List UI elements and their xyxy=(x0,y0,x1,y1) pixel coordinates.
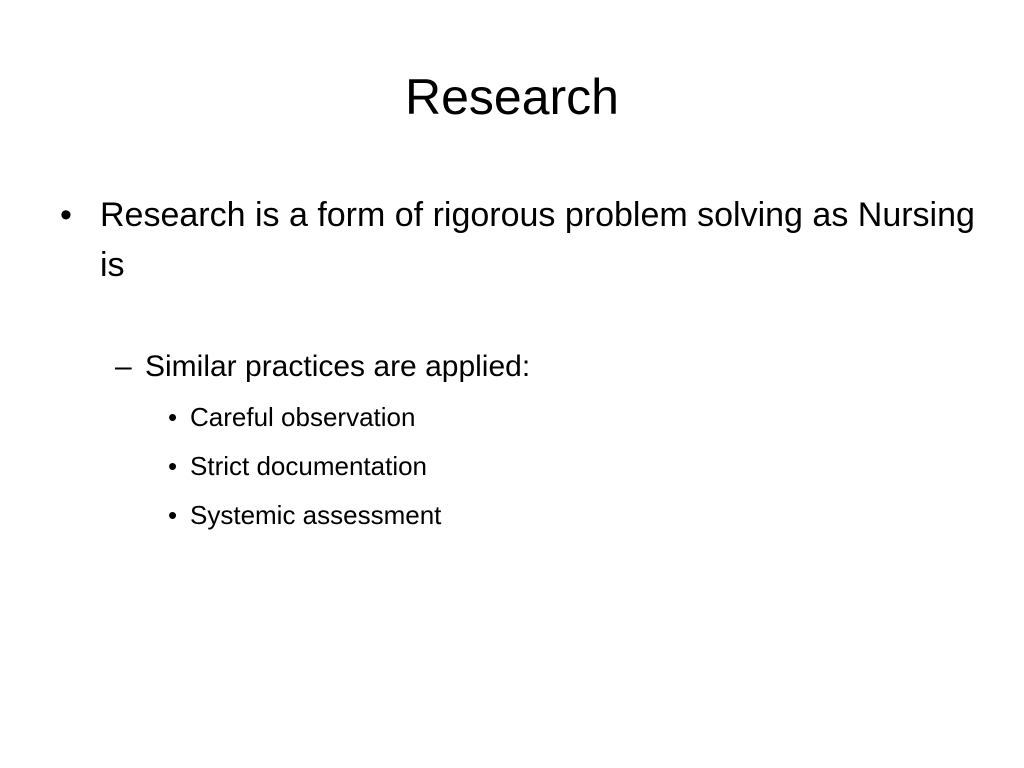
list-item xyxy=(168,491,980,540)
bullet-icon: • xyxy=(60,196,72,234)
list-item-text: Systemic assessment xyxy=(190,500,442,530)
sub-bullet-point-text: Similar practices are applied: xyxy=(145,350,531,383)
bullet-icon: • xyxy=(168,500,178,530)
slide-body xyxy=(60,190,980,540)
list-item xyxy=(168,393,980,442)
list-item xyxy=(168,442,980,491)
slide-title: Research xyxy=(405,69,619,125)
sub-bullet-point xyxy=(115,345,980,389)
bullet-point xyxy=(60,190,980,290)
bullet-point-text: Research is a form of rigorous problem solving as Nursing is xyxy=(100,196,975,284)
dash-icon: – xyxy=(115,350,132,383)
bullet-icon: • xyxy=(168,451,178,481)
practice-list xyxy=(168,393,980,540)
list-item-text: Strict documentation xyxy=(190,451,428,481)
list-item-text: Careful observation xyxy=(190,402,416,432)
bullet-icon: • xyxy=(168,402,178,432)
